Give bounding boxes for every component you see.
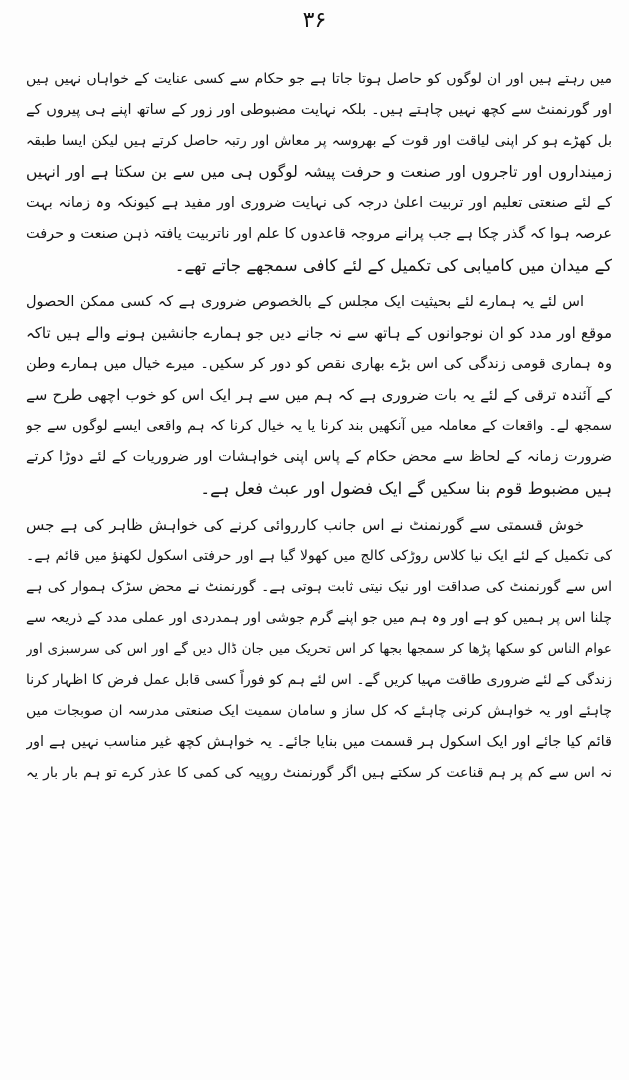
text-line: قائم کیا جائے اور ایک اسکول ہر قسمت میں بنایا جائے۔ یہ خواہش کچھ غیر مناسب نہیں ہے اور bbox=[26, 734, 612, 750]
text-line: بل کھڑے ہو کر اپنی لیاقت اور قوت کے بھروسہ پر معاش اور رتبہ حاصل کرتے ہیں لیکن ایسا طبقہ bbox=[26, 133, 612, 149]
text-line: وہ ہماری قومی زندگی کی اس بڑے بھاری نقص کو دور کر سکیں۔ میرے خیال میں ہمارے وطن bbox=[26, 356, 612, 372]
text-line: خوش قسمتی سے گورنمنٹ نے اس جانب کارروائی کرنے کی خواہش ظاہر کی ہے جس bbox=[26, 516, 584, 534]
text-line: میں رہتے ہیں اور ان لوگوں کو حاصل ہوتا جاتا ہے جو حکام سے کسی عنایت کے خواہاں نہیں ہیں bbox=[26, 71, 612, 87]
text-line: نہ اس سے کم پر ہم قناعت کر سکتے ہیں اگر گورنمنٹ روپیہ کی کمی کا عذر کرے تو ہم بار بار یہ bbox=[26, 765, 612, 781]
text-line: اور گورنمنٹ سے کچھ نہیں چاہتے ہیں۔ بلکہ نہایت مضبوطی اور زور کے ساتھ اپنے ہی پیروں کے bbox=[26, 102, 612, 118]
text-line: ضرورت زمانہ کے لحاظ سے محض حکام کے پاس اپنی خواہشات اور ضروریات کے لئے دوڑا کرتے bbox=[26, 449, 612, 465]
text-line: اس لئے یہ ہمارے لئے بحیثیت ایک مجلس کے بالخصوص ضروری ہے کہ کسی ممکن الحصول bbox=[26, 294, 584, 310]
page-number: ۳۶ bbox=[302, 8, 327, 33]
paragraph bbox=[26, 287, 612, 504]
paragraph bbox=[26, 510, 612, 789]
text-line: کے میدان میں کامیابی کی تکمیل کے لئے کافی سمجھے جاتے تھے۔ bbox=[174, 256, 612, 275]
page-body-text bbox=[26, 64, 612, 789]
text-line: عرصہ ہوا کہ گذر چکا ہے جب پرانے مروجہ قاعدوں کا علم اور ناتربیت یافتہ ذہن صنعت و حرفت bbox=[26, 226, 612, 242]
text-line: کے آئندہ ترقی کے لئے یہ بات ضروری ہے کہ ہم میں سے ہر ایک اس کو خوب اچھی طرح سے bbox=[26, 386, 612, 404]
text-line: چاہئے اور یہ خواہش کرنی چاہئے کہ کل ساز و سامان سمیت ایک صنعتی مدرسہ ان صوبجات میں bbox=[26, 703, 612, 719]
text-line: عوام الناس کو سکھا پڑھا کر سمجھا بجھا کر اس تحریک میں جان ڈال دیں گے اور اس کی سرسبزی اور bbox=[26, 641, 612, 657]
text-line: موقع اور مدد کو ان نوجوانوں کے ہاتھ سے نہ جانے دیں جو ہمارے جانشین ہونے والے ہیں تاکہ bbox=[26, 324, 612, 342]
text-line: سمجھ لے۔ واقعات کے معاملہ میں آنکھیں بند کرنا یا یہ خیال کرنا کہ ہم واقعی ایسے لوگوں سے جو bbox=[26, 418, 612, 434]
text-line: کی تکمیل کے لئے ایک نیا کلاس روڑکی کالج میں کھولا گیا ہے اور حرفتی اسکول لکھنؤ میں قائم ہے۔ bbox=[26, 548, 612, 564]
text-line: کے لئے صنعتی تعلیم اور تربیت اعلیٰ درجہ کی نہایت ضروری اور مفید ہے کیونکہ وہ زمانہ بہت bbox=[26, 195, 612, 211]
text-line: اس سے گورنمنٹ کی صداقت اور نیک نیتی ثابت ہوتی ہے۔ گورنمنٹ نے محض سڑک ہموار کی ہے bbox=[26, 579, 612, 595]
paragraph bbox=[26, 64, 612, 281]
text-line: زندگی کے لئے ضروری طاقت مہیا کریں گے۔ اس لئے ہم کو فوراً کسی قابل عمل فرض کا اظہار کرنا bbox=[26, 672, 612, 688]
text-line: ہیں مضبوط قوم بنا سکیں گے ایک فضول اور عبث فعل ہے۔ bbox=[200, 479, 612, 498]
text-line: زمینداروں اور تاجروں اور صنعت و حرفت پیشہ لوگوں ہی میں سے بن سکتا ہے اور انہیں bbox=[26, 163, 612, 181]
text-line: چلنا اس پر ہمیں کو ہے اور وہ ہم میں جو اپنے گرم جوشی اور ہمدردی اور عملی مدد کے ذریعہ سے bbox=[26, 610, 612, 626]
